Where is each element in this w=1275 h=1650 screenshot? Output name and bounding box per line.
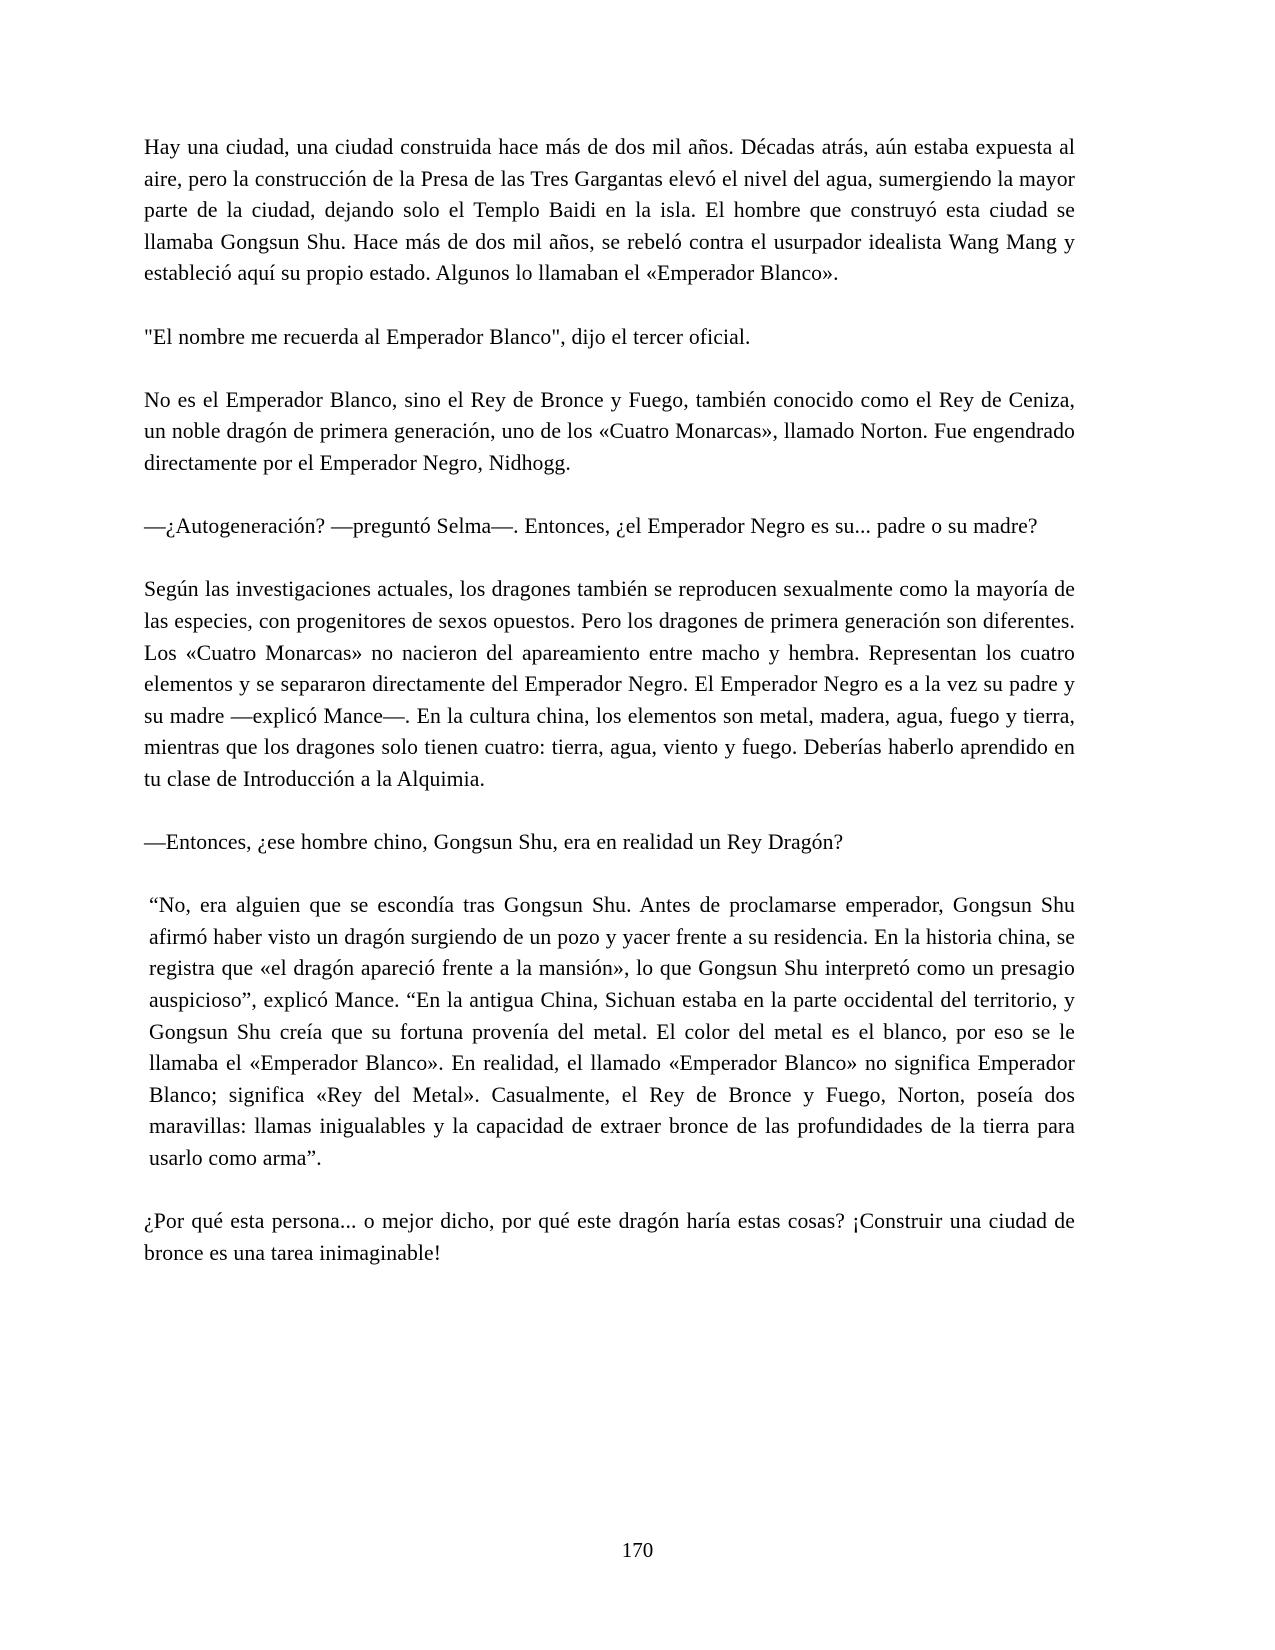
- paragraph-6: —Entonces, ¿ese hombre chino, Gongsun Shu, era en realidad un Rey Dragón?: [144, 830, 844, 855]
- body-text-column: [144, 132, 1075, 1269]
- page-number: 170: [621, 1538, 654, 1562]
- paragraph-8: ¿Por qué esta persona... o mejor dicho, por qué este dragón haría estas cosas? ¡Construir una ciudad de bronce es una tarea inimaginable!: [144, 1209, 1075, 1265]
- paragraph-7-quoted-explanation: “No, era alguien que se escondía tras Gongsun Shu. Antes de proclamarse emperador, Gongsun Shu afirmó haber visto un dragón surgiendo de un pozo y yacer frente a su residencia. En la historia china, se registra que «el dragón apareció frente a la mansión», lo que Gongsun Shu interpretó como un presagio auspicioso”, explicó Mance. “En la antigua China, Sichuan estaba en la parte occidental del territorio, y Gongsun Shu creía que su fortuna provenía del metal. El color del metal es el blanco, por eso se le llamaba el «Emperador Blanco». En realidad, el llamado «Emperador Blanco» no significa Emperador Blanco; significa «Rey del Metal». Casualmente, el Rey de Bronce y Fuego, Norton, poseía dos maravillas: llamas inigualables y la capacidad de extraer bronce de las profundidades de la tierra para usarlo como arma”.: [149, 893, 1075, 1170]
- paragraph-4: —¿Autogeneración? —preguntó Selma—. Entonces, ¿el Emperador Negro es su... padre o su madre?: [144, 514, 1038, 539]
- paragraph-2: "El nombre me recuerda al Emperador Blanco", dijo el tercer oficial.: [144, 324, 751, 349]
- paragraph-5: Según las investigaciones actuales, los dragones también se reproducen sexualmente como la mayoría de las especies, con progenitores de sexos opuestos. Pero los dragones de primera generación son diferentes. Los «Cuatro Monarcas» no nacieron del apareamiento entre macho y hembra. Representan los cuatro elementos y se separaron directamente del Emperador Negro. El Emperador Negro es a la vez su padre y su madre —explicó Mance—. En la cultura china, los elementos son metal, madera, agua, fuego y tierra, mientras que los dragones solo tienen cuatro: tierra, agua, viento y fuego. Deberías haberlo aprendido en tu clase de Introducción a la Alquimia.: [144, 577, 1075, 791]
- paragraph-1: Hay una ciudad, una ciudad construida hace más de dos mil años. Décadas atrás, aún estaba expuesta al aire, pero la construcción de la Presa de las Tres Gargantas elevó el nivel del agua, sumergiendo la mayor parte de la ciudad, dejando solo el Templo Baidi en la isla. El hombre que construyó esta ciudad se llamaba Gongsun Shu. Hace más de dos mil años, se rebeló contra el usurpador idealista Wang Mang y estableció aquí su propio estado. Algunos lo llamaban el «Emperador Blanco».: [144, 135, 1075, 286]
- paragraph-3: No es el Emperador Blanco, sino el Rey de Bronce y Fuego, también conocido como el Rey de Ceniza, un noble dragón de primera generación, uno de los «Cuatro Monarcas», llamado Norton. Fue engendrado directamente por el Emperador Negro, Nidhogg.: [144, 387, 1075, 475]
